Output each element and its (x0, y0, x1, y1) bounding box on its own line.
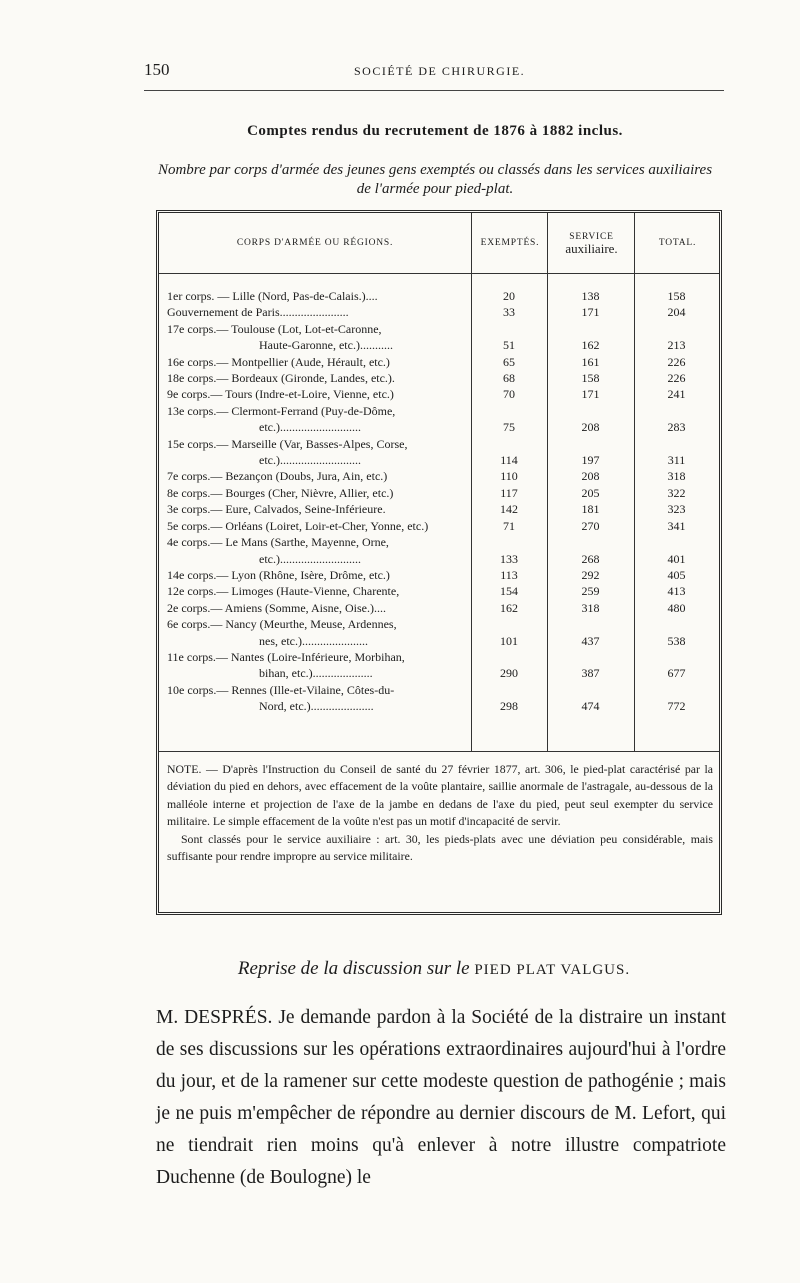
region-line: Gouvernement de Paris....................... (167, 305, 349, 320)
header-rule (144, 90, 724, 91)
region-line: Haute-Garonne, etc.)........... (259, 338, 393, 353)
table-body (159, 288, 719, 715)
service-cell: 158 (581, 371, 600, 386)
region-line: 7e corps.— Bezançon (Doubs, Jura, Ain, etc.) (167, 469, 388, 484)
table-row (159, 354, 719, 370)
region-cell (159, 288, 459, 304)
running-title: SOCIÉTÉ DE CHIRURGIE. (354, 64, 526, 78)
region-line: etc.)........................... (259, 551, 361, 566)
total-cell: 322 (667, 485, 686, 500)
exemptes-cell: 110 (500, 469, 518, 484)
paragraph-text: Je demande pardon à la Société de la distraire un instant de ses discussions sur les opérations extraordinaires aujourd'hui à l'ordre du jour, et de la ramener sur cette modeste question de pathogénie ; mais je ne puis m'empêcher de répondre au dernier discours de M. Lefort, qui ne tiendrait rien moins qu'à enlever à notre illustre compatriote Duchenne (de Boulogne) le (156, 1007, 726, 1188)
region-line: 9e corps.— Tours (Indre-et-Loire, Vienne, etc.) (167, 387, 394, 402)
region-line: 6e corps.— Nancy (Meurthe, Meuse, Ardennes, (167, 617, 397, 632)
service-cell: 437 (581, 633, 600, 648)
body-paragraph (156, 1002, 726, 1194)
total-cell: 677 (667, 666, 686, 681)
exemptes-cell: 113 (500, 567, 518, 582)
region-line: 2e corps.— Amiens (Somme, Aisne, Oise.).... (167, 600, 386, 615)
table-row (159, 616, 719, 649)
region-cell (159, 485, 459, 501)
service-cell: 208 (581, 420, 600, 435)
region-cell (159, 682, 459, 715)
table-header (159, 213, 719, 274)
section-heading (144, 958, 724, 980)
table-row (159, 583, 719, 599)
service-cell: 205 (581, 485, 600, 500)
region-line: 11e corps.— Nantes (Loire-Inférieure, Morbihan, (167, 649, 405, 664)
region-line: 8e corps.— Bourges (Cher, Nièvre, Allier, etc.) (167, 485, 394, 500)
exemptes-cell: 142 (500, 502, 518, 517)
region-line: etc.)........................... (259, 453, 361, 468)
total-cell: 341 (667, 518, 686, 533)
exemptes-cell: 70 (503, 387, 515, 402)
region-cell (159, 370, 459, 386)
table-row (159, 436, 719, 469)
column-header-service (547, 213, 635, 273)
exemptes-cell: 298 (500, 699, 518, 714)
region-line: 5e corps.— Orléans (Loiret, Loir-et-Cher, Yonne, etc.) (167, 518, 429, 533)
service-cell: 259 (581, 584, 600, 599)
total-cell: 538 (667, 633, 686, 648)
region-line: 16e corps.— Montpellier (Aude, Hérault, etc.) (167, 354, 390, 369)
service-cell: 171 (581, 387, 600, 402)
exemptes-cell: 101 (500, 633, 518, 648)
exemptes-cell: 154 (500, 584, 518, 599)
total-cell: 772 (667, 699, 686, 714)
column-header-service-top: SERVICE (569, 232, 614, 242)
total-cell: 318 (667, 469, 686, 484)
region-line: 10e corps.— Rennes (Ille-et-Vilaine, Côtes-du- (167, 682, 395, 697)
region-cell (159, 567, 459, 583)
column-header-region: CORPS D'ARMÉE OU RÉGIONS. (236, 238, 394, 248)
exemptes-cell: 162 (500, 600, 518, 615)
table-row (159, 468, 719, 484)
exemptes-cell: 117 (500, 485, 518, 500)
table-row (159, 518, 719, 534)
region-cell (159, 321, 459, 354)
region-cell (159, 583, 459, 599)
region-cell (159, 354, 459, 370)
note-separator (159, 751, 719, 752)
exemptes-cell: 51 (503, 338, 515, 353)
total-cell: 413 (667, 584, 686, 599)
region-cell (159, 534, 459, 567)
exemptes-cell: 68 (503, 371, 515, 386)
region-line: 3e corps.— Eure, Calvados, Seine-Inférieure. (167, 502, 386, 517)
region-line: bihan, etc.).................... (259, 666, 373, 681)
exemptes-cell: 65 (503, 354, 515, 369)
table-row (159, 567, 719, 583)
exemptes-cell: 290 (500, 666, 518, 681)
region-cell (159, 616, 459, 649)
page-number: 150 (144, 60, 170, 79)
table-row (159, 304, 719, 320)
region-cell (159, 386, 459, 402)
table-note (167, 761, 713, 865)
table-row (159, 288, 719, 304)
region-cell (159, 501, 459, 517)
total-cell: 213 (667, 338, 686, 353)
total-cell: 226 (667, 371, 686, 386)
total-cell: 226 (667, 354, 686, 369)
total-cell: 241 (667, 387, 686, 402)
table-row (159, 600, 719, 616)
service-cell: 292 (581, 567, 600, 582)
region-line: Nord, etc.)..................... (259, 699, 374, 714)
region-cell (159, 518, 459, 534)
service-cell: 387 (581, 666, 600, 681)
region-line: 4e corps.— Le Mans (Sarthe, Mayenne, Orne, (167, 535, 389, 550)
service-cell: 474 (581, 699, 600, 714)
table-row (159, 403, 719, 436)
service-cell: 270 (581, 518, 600, 533)
region-line: 1er corps. — Lille (Nord, Pas-de-Calais.).... (167, 289, 378, 303)
total-cell: 323 (667, 502, 686, 517)
table-row (159, 386, 719, 402)
table-row (159, 485, 719, 501)
service-cell: 181 (581, 502, 600, 517)
column-header-total: TOTAL. (634, 213, 720, 273)
region-line: 12e corps.— Limoges (Haute-Vienne, Charente, (167, 584, 400, 599)
total-cell: 480 (667, 600, 686, 615)
page-header (144, 56, 724, 82)
exemptes-cell: 20 (503, 289, 515, 303)
table-subtitle: Nombre par corps d'armée des jeunes gens exemptés ou classés dans les services auxiliaires de l'armée pour pied-plat. (157, 162, 713, 197)
region-cell (159, 468, 459, 484)
service-cell: 161 (581, 354, 600, 369)
table-row (159, 649, 719, 682)
column-header-exemptes: EXEMPTÉS. (471, 213, 548, 273)
total-cell: 283 (667, 420, 686, 435)
total-cell: 311 (667, 453, 686, 468)
region-line: nes, etc.)...................... (259, 633, 368, 648)
total-cell: 158 (667, 289, 686, 303)
service-cell: 268 (581, 551, 600, 566)
service-cell: 138 (581, 289, 600, 303)
note-paragraph: NOTE. — D'après l'Instruction du Conseil de santé du 27 février 1877, art. 306, le pied-plat caractérisé par la déviation du pied en dehors, avec effacement de la voûte plantaire, saillie anormale de l'astragale, au-dessous de la malléole interne et projection de l'axe de la jambe en dedans de l'axe du pied, peut seul exempter du service militaire. Le simple effacement de la voûte n'est pas un motif d'incapacité de servir. (167, 762, 713, 829)
region-line: 13e corps.— Clermont-Ferrand (Puy-de-Dôme, (167, 403, 396, 418)
table-row (159, 321, 719, 354)
total-cell: 204 (667, 305, 686, 320)
service-cell: 162 (581, 338, 600, 353)
service-cell: 171 (581, 305, 600, 320)
speaker-name: M. DESPRÉS. (156, 1007, 273, 1028)
region-cell (159, 436, 459, 469)
region-line: 18e corps.— Bordeaux (Gironde, Landes, etc.). (167, 371, 395, 386)
statistics-table (156, 210, 722, 915)
exemptes-cell: 114 (500, 453, 518, 468)
total-cell: 401 (667, 551, 686, 566)
exemptes-cell: 71 (503, 518, 515, 533)
region-cell (159, 403, 459, 436)
table-row (159, 682, 719, 715)
exemptes-cell: 75 (503, 420, 515, 435)
region-cell (159, 304, 459, 320)
exemptes-cell: 133 (500, 551, 518, 566)
service-cell: 318 (581, 600, 600, 615)
column-header-service-bottom: auxiliaire. (565, 241, 618, 256)
region-cell (159, 649, 459, 682)
region-line: etc.)........................... (259, 420, 361, 435)
region-line: 17e corps.— Toulouse (Lot, Lot-et-Caronne, (167, 321, 382, 336)
section-heading-caps: PIED PLAT VALGUS. (474, 962, 631, 978)
total-cell: 405 (667, 567, 686, 582)
region-line: 14e corps.— Lyon (Rhône, Isère, Drôme, etc.) (167, 567, 390, 582)
section-heading-text: Reprise de la discussion sur le (237, 958, 470, 979)
table-row (159, 370, 719, 386)
table-row (159, 534, 719, 567)
note-paragraph: Sont classés pour le service auxiliaire : art. 30, les pieds-plats avec une déviation peu considérable, mais suffisante pour rendre impropre au service militaire. (167, 831, 713, 864)
service-cell: 208 (581, 469, 600, 484)
region-line: 15e corps.— Marseille (Var, Basses-Alpes, Corse, (167, 436, 408, 451)
region-cell (159, 600, 459, 616)
service-cell: 197 (581, 453, 600, 468)
exemptes-cell: 33 (503, 305, 515, 320)
table-title: Comptes rendus du recrutement de 1876 à 1882 inclus. (247, 123, 623, 139)
table-row (159, 501, 719, 517)
